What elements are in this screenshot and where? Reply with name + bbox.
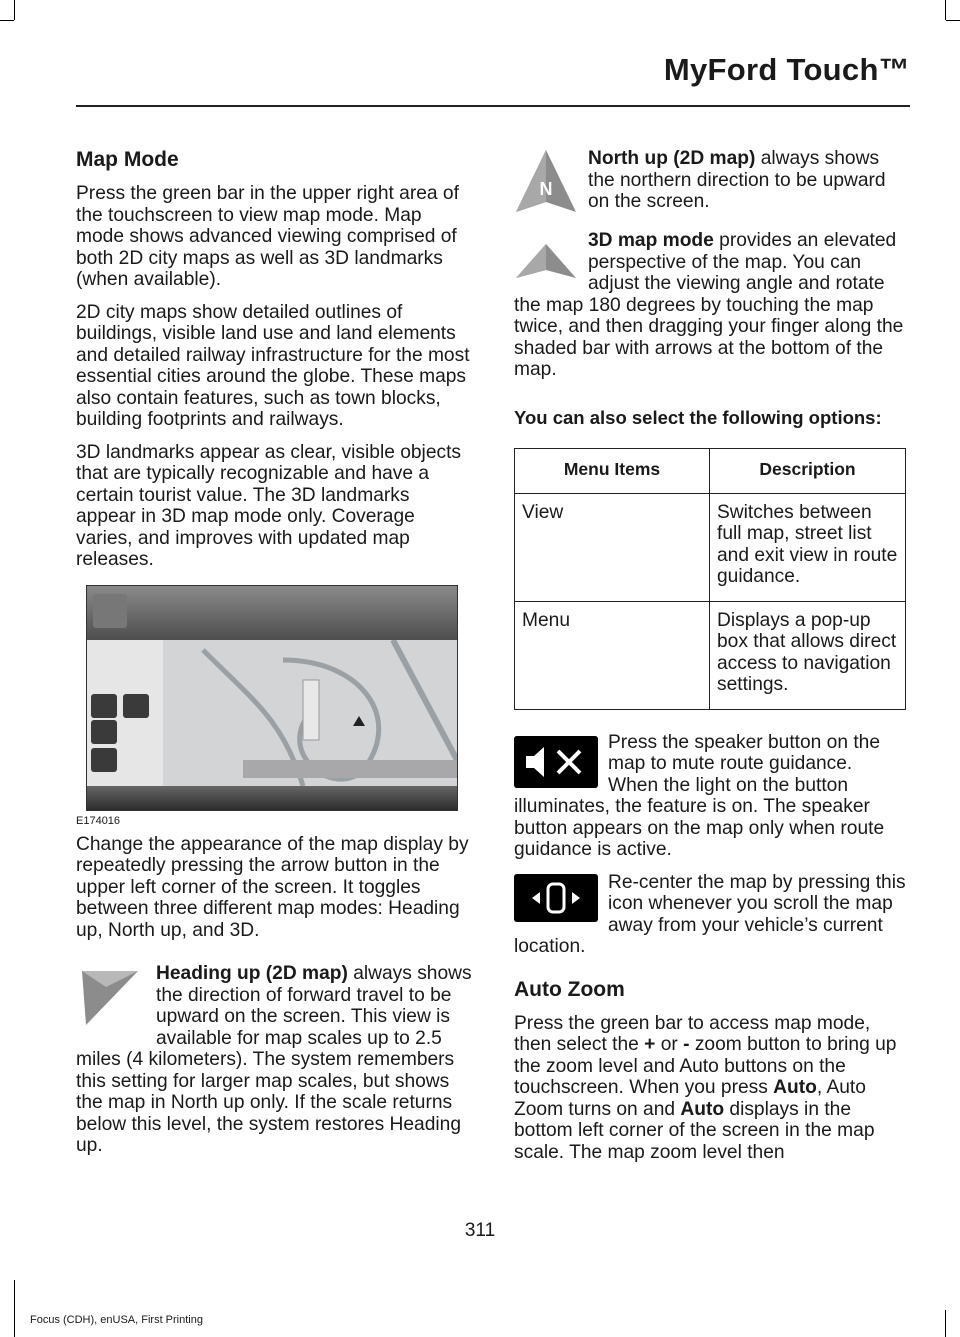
crop-mark xyxy=(0,20,14,21)
map-mode-heading: Map Mode xyxy=(76,148,179,171)
zoom-out-icon xyxy=(91,720,117,744)
crop-mark xyxy=(945,1310,946,1337)
figure-bottom-bar xyxy=(87,786,457,810)
map-roads-illustration xyxy=(163,640,457,786)
table-row xyxy=(515,601,906,709)
left-column xyxy=(76,148,474,1168)
map-3d-title: 3D map mode xyxy=(588,230,714,251)
recenter-block xyxy=(514,872,906,958)
footer-text: Focus (CDH), enUSA, First Printing xyxy=(30,1314,203,1326)
north-up-title: North up (2D map) xyxy=(588,148,756,169)
table-cell-item: Menu xyxy=(515,601,710,709)
table-cell-description: Switches between full map, street list and exit view in route guidance. xyxy=(710,493,906,601)
crop-mark xyxy=(946,20,960,21)
minus-symbol: - xyxy=(683,1034,690,1055)
map-screen-figure xyxy=(86,585,458,811)
map-3d-block xyxy=(514,230,906,381)
figure-map-area xyxy=(163,640,457,786)
page-header-title: MyFord Touch™ xyxy=(663,52,910,87)
heading-up-block xyxy=(76,963,474,1157)
options-table xyxy=(514,448,906,710)
auto-bold-1: Auto xyxy=(773,1077,817,1098)
plus-symbol: + xyxy=(644,1034,656,1055)
north-up-text: always shows the northern direction to be upward on the screen. xyxy=(588,148,886,212)
landmarks-paragraph: 3D landmarks appear as clear, visible objects that are typically recognizable and have a certain tourist value. The 3D landmarks appear in 3D map mode only. Coverage varies, and improves with updated map releases. xyxy=(76,441,462,570)
page-number: 311 xyxy=(464,1220,496,1241)
heading-up-text: always shows the direction of forward travel to be upward on the screen. This view is available for map scales up to 2.5 miles (4 kilometers). The system remembers this setting for larger map scales, but shows the map in North up only. If the scale returns below this level, the system restores Heading up. xyxy=(76,963,472,1156)
mute-icon xyxy=(123,694,149,718)
recenter-text: Re-center the map by pressing this icon whenever you scroll the map away from your vehicle’s current location. xyxy=(514,871,906,957)
table-cell-item: View xyxy=(515,493,710,601)
table-header-description: Description xyxy=(710,449,906,494)
heading-up-title: Heading up (2D map) xyxy=(156,963,348,984)
speaker-text: Press the speaker button on the map to mute route guidance. When the light on the button illuminates, the feature is on. The speaker button appears on the map only when route guidance is active. xyxy=(514,731,885,860)
crop-mark xyxy=(14,1280,15,1337)
heading-up-arrow-icon xyxy=(76,963,146,1027)
map-3d-text: provides an elevated perspective of the map. You can adjust the viewing angle and rotate the map 180 degrees by touching the map twice, and then dragging your finger along the shaded bar with arrows at the bottom of the map. xyxy=(514,230,904,380)
recenter-vehicle-icon xyxy=(514,874,598,922)
table-header-menu-items: Menu Items xyxy=(515,449,710,494)
north-up-block xyxy=(514,148,906,226)
change-appearance-paragraph: Change the appearance of the map display by repeatedly pressing the arrow button in the upper left corner of the screen. It toggles between three different map modes: Heading up, North up, and 3D. xyxy=(76,833,469,941)
header-rule xyxy=(76,105,910,107)
auto-zoom-text-5: displays in the bottom left corner of the screen in the map scale. The map zoom level then xyxy=(514,1098,875,1163)
auto-zoom-paragraph xyxy=(514,1013,906,1164)
crop-mark xyxy=(945,0,946,20)
figure-top-bar xyxy=(87,586,457,640)
crop-mark xyxy=(14,0,15,20)
auto-zoom-text-3: zoom button to bring up the zoom level and Auto buttons on the touchscreen. When you press xyxy=(514,1034,897,1098)
city-maps-paragraph: 2D city maps show detailed outlines of buildings, visible land use and land elements and detailed railway infrastructure for the most essential cities around the globe. These maps also contain features, such as town blocks, building footprints and railways. xyxy=(76,301,470,430)
auto-zoom-text-1: Press the green bar to access map mode, then select the xyxy=(514,1012,871,1055)
table-header-row xyxy=(515,449,906,494)
speaker-block xyxy=(514,732,906,861)
table-row xyxy=(515,493,906,601)
auto-zoom-text-2: or xyxy=(655,1034,684,1055)
arrow-mode-icon xyxy=(93,594,127,628)
options-heading: You can also select the following options: xyxy=(514,406,882,428)
speaker-mute-icon xyxy=(514,736,598,788)
figure-caption: E174016 xyxy=(76,814,121,827)
auto-zoom-text-4: , Auto Zoom turns on and xyxy=(514,1077,866,1120)
auto-zoom-heading: Auto Zoom xyxy=(514,977,625,1001)
north-up-arrow-icon xyxy=(514,148,578,214)
right-column xyxy=(514,148,906,1174)
auto-bold-2: Auto xyxy=(680,1098,725,1120)
settings-icon xyxy=(91,748,117,772)
map-mode-paragraph: Press the green bar in the upper right area of the touchscreen to view map mode. Map mode shows advanced viewing comprised of both 2D city maps as well as 3D landmarks (when available). xyxy=(76,183,459,290)
zoom-in-icon xyxy=(91,694,117,718)
svg-text:N: N xyxy=(539,179,553,199)
map-3d-arrow-icon xyxy=(514,240,578,290)
table-cell-description: Displays a pop-up box that allows direct access to navigation settings. xyxy=(710,601,906,709)
